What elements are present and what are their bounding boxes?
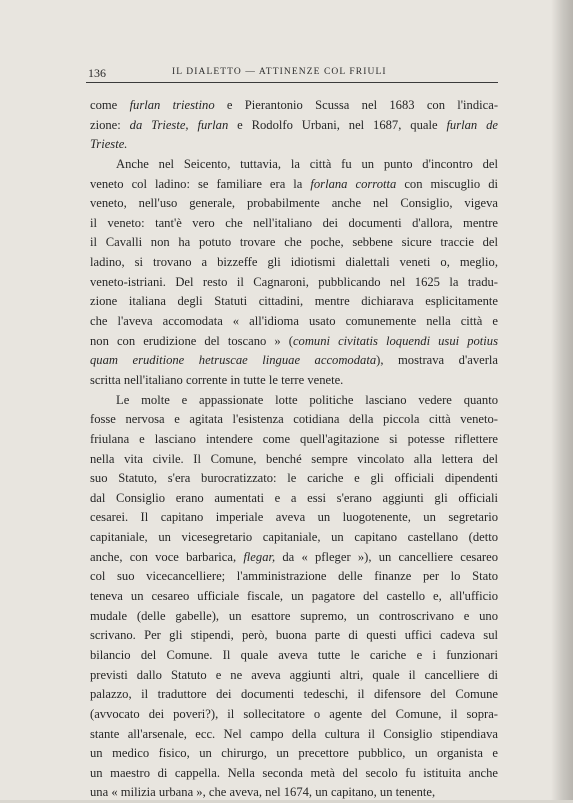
text-line [90, 783, 498, 803]
text-run: Le molte e appassionate lotte politiche lasciano vedere quanto [116, 392, 498, 407]
text-line [90, 214, 498, 234]
text-run: suo Statuto, s'era burocratizzato: le cariche e gli officiali dipendenti [90, 471, 498, 486]
text-run: bilancio del Comune. Il quale aveva tutte le cariche e i funzionari [90, 647, 498, 662]
text-line [90, 332, 498, 352]
text-run: stante all'arsenale, ecc. Nel campo della cultura il Consiglio stipendiava [90, 726, 498, 741]
text-line [90, 273, 498, 293]
text-run: zione: [90, 117, 130, 132]
text-line [90, 410, 498, 430]
text-line [90, 548, 498, 568]
text-line [90, 253, 498, 273]
text-run: friulana e lasciano intendere come quell'agitazione si potesse riflettere [90, 431, 498, 446]
italic-text: furlan de [446, 117, 498, 132]
text-line [90, 292, 498, 312]
text-line [90, 725, 498, 745]
text-line [90, 175, 498, 195]
text-run: e Rodolfo Urbani, nel 1687, quale [228, 117, 447, 132]
page-gutter-shadow [551, 0, 573, 800]
text-run: veneto, nell'uso generale, probabilmente anche nel Consiglio, vigeva [90, 196, 498, 211]
text-run: mudale (delle gabelle), un esattore supremo, un controscrivano e uno [90, 608, 498, 623]
text-line [90, 646, 498, 666]
text-line [90, 135, 498, 155]
text-line [90, 233, 498, 253]
text-run: (avvocato dei poveri?), il sollecitatore o agente del Comune, il sopra- [90, 706, 498, 721]
text-line [90, 450, 498, 470]
text-run: il veneto: tant'è vero che nell'italiano dei documenti d'allora, mentre [90, 215, 498, 230]
text-line [90, 508, 498, 528]
text-run: Anche nel Seicento, tuttavia, la città fu un punto d'incontro del [116, 156, 498, 171]
text-run: ladino, si trovano a bizzeffe gli idiotismi dialettali veneti o, meglio, [90, 255, 498, 270]
italic-text: flegar, [243, 549, 276, 564]
text-run: teneva un cesareo ufficiale fiscale, un pagatore del castello e, all'ufficio [90, 589, 498, 604]
text-line [90, 626, 498, 646]
italic-text: quam eruditione hetruscae linguae accomodata [90, 353, 377, 368]
text-line [90, 764, 498, 784]
running-title: IL DIALETTO — ATTINENZE COL FRIULI [172, 67, 387, 77]
text-line [90, 155, 498, 175]
text-run: scrivano. Per gli stipendi, però, buona parte di questi uffici cadeva sul [90, 628, 498, 643]
body-text [90, 96, 498, 803]
italic-text: da Trieste, furlan [129, 117, 229, 132]
text-run: veneto-istriani. Del resto il Cagnaroni, pubblicando nel 1625 la tradu- [90, 274, 498, 289]
text-run: fosse nervosa e agitata l'esistenza cotidiana della piccola città veneto- [90, 412, 498, 427]
text-line [90, 587, 498, 607]
text-run: dal Consiglio erano aumentati e a essi s'erano aggiunti gli officiali [90, 490, 498, 505]
text-run: previsti dallo Statuto e ne aveva aggiunti altri, quale il cancelliere di [90, 667, 498, 682]
text-run: una « milizia urbana », che aveva, nel 1674, un capitano, un tenente, [90, 785, 436, 800]
text-line [90, 351, 498, 371]
italic-text: furlan triestino [129, 98, 215, 112]
text-line [90, 685, 498, 705]
text-run: il Cavalli non ha potuto trovare che poche, sebbene sicure traccie del [90, 235, 498, 250]
text-run: capitaniale, un vicesegretario capitaniale, un capitano castellano (detto [90, 530, 498, 545]
text-line [90, 567, 498, 587]
text-line [90, 116, 498, 136]
page-number: 136 [88, 66, 106, 80]
text-run: non con erudizione del toscano » ( [90, 333, 293, 348]
text-run: e Pierantonio Scussa nel 1683 con l'indica- [214, 98, 498, 112]
text-run: veneto col ladino: se familiare era la [90, 176, 311, 191]
text-line [90, 312, 498, 332]
text-line [90, 666, 498, 686]
text-run: da « pfleger »), un cancelliere cesareo [275, 549, 498, 564]
text-run: ), mostrava d'averla [376, 353, 498, 368]
text-line [90, 430, 498, 450]
italic-text: forlana corrotta [310, 176, 397, 191]
text-run: zione italiana degli Statuti cittadini, mentre dichiarava esplicitamente [90, 294, 498, 309]
text-run: scritta nell'italiano corrente in tutte le terre venete. [90, 372, 344, 387]
text-run: nella vita civile. Il Comune, benché sempre vincolato alla lettera del [90, 451, 498, 466]
text-run: un maestro di cappella. Nella seconda metà del secolo fu istituita anche [90, 765, 498, 780]
text-line [90, 607, 498, 627]
header-rule [86, 82, 498, 83]
text-line [90, 391, 498, 411]
italic-text: Trieste. [90, 137, 128, 152]
text-line [90, 705, 498, 725]
text-run: col suo vicecancelliere; l'amministrazione delle finanze per lo Stato [90, 569, 498, 584]
text-run: con miscuglio di [396, 176, 498, 191]
text-run: come [90, 98, 130, 112]
text-run: palazzo, il traduttore dei documenti tedeschi, il difensore del Comune [90, 687, 498, 702]
text-run: un medico fisico, un chirurgo, un precettore pubblico, un organista e [90, 746, 498, 761]
text-run: cesarei. Il capitano imperiale aveva un luogotenente, un segretario [90, 510, 498, 525]
text-run: anche, con voce barbarica, [90, 549, 244, 564]
text-line [90, 96, 498, 116]
page-header [88, 66, 496, 80]
text-run: che l'aveva accomodata « all'idioma usato comunemente nella città e [90, 314, 498, 329]
italic-text: comuni civitatis loquendi usui potius [292, 333, 498, 348]
text-line [90, 744, 498, 764]
text-line [90, 489, 498, 509]
text-line [90, 528, 498, 548]
text-line [90, 194, 498, 214]
text-line [90, 371, 498, 391]
text-line [90, 469, 498, 489]
